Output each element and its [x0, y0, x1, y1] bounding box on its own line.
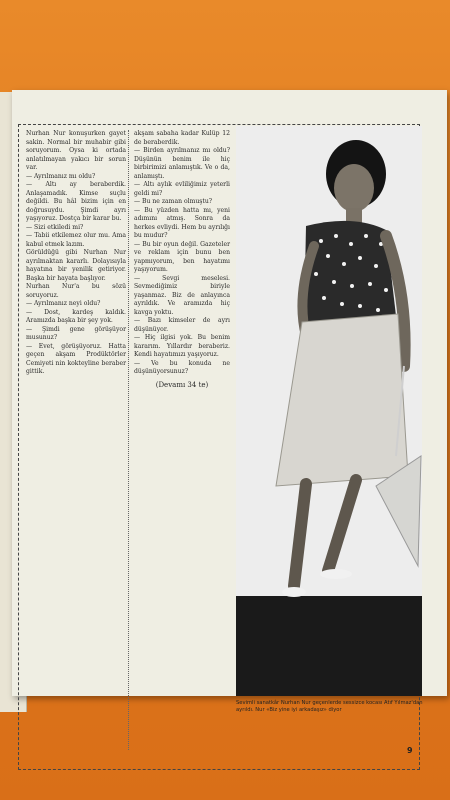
paragraph: Nurhan Nur'a bu sözü soruyoruz.	[26, 283, 126, 299]
paragraph: — Bu yüzden hatta mı, yeni adımını atmış. Sonra da herkes evliydi. Hem bu ayrılığı bu mudur?	[134, 206, 230, 239]
column-divider	[128, 130, 129, 750]
page-number: 9	[407, 746, 413, 755]
paragraph: — Bazı kimseler de ayrı düşünüyor.	[134, 317, 230, 333]
paragraph: — Dost, kardeş kaldık. Aramızda başka bir şey yok.	[26, 308, 126, 324]
paragraph: Nurhan Nur konuşurken gayet sakin. Normal bir muhabir gibi soruyorum. Oysa ki ortada anlatılmayan yakıcı bir sorun var.	[26, 130, 126, 171]
paragraph: akşam sabaha kadar Kulüp 12 de beraberdik.	[134, 130, 230, 146]
portrait-photo	[236, 126, 422, 696]
paragraph: — Hiç ilgisi yok. Bu benim kararım. Yıllardır beraberiz. Kendi hayatımızı yaşıyoruz.	[134, 334, 230, 358]
paragraph: — Bu bir oyun değil. Gazeteler ve reklam için bunu ben yapmıyorum, ben hayatımı yaşıyorum.	[134, 240, 230, 273]
paragraph: — Birden ayrılmanız mı oldu? Düşünün benim ile hiç birbirimizi anlamıştık. Ve o da, anlamıştı.	[134, 147, 230, 180]
paragraph: — Bu ne zaman olmuştu?	[134, 198, 213, 205]
photo-caption: Sevimli sanatkâr Nurhan Nur geçenlerde sessizce kocası Atıf Yılmaz'dan ayrıldı. Nur «Biz yine iyi arkadaşız» diyor	[236, 700, 423, 713]
paragraph: — Tabii etkilemez olur mu. Ama kabul etmek lazım.	[26, 232, 126, 248]
paragraph: — Evet, görüşüyoruz. Hatta geçen akşam Prodüktörler Cemiyeti nin kokteyline beraber gittik.	[26, 342, 126, 375]
paragraph: Görüldüğü gibi Nurhan Nur ayrılmaktan kararlı. Dolayısıyla hayatına bir yenilik getiriyor. Başka bir hayata başlıyor.	[26, 249, 126, 282]
paragraph: — Ayrılmanız mı oldu?	[26, 172, 96, 180]
article-column-2	[134, 130, 230, 389]
paragraph: — Ayrılmanız neyi oldu?	[26, 300, 101, 307]
paragraph: — Sizi etkiledi mi?	[26, 223, 84, 231]
continued-note: (Devamı 34 te)	[155, 380, 209, 389]
paragraph: — Sevgi meselesi. Sevmediğimiz biriyle yaşanmaz. Biz de anlayınca ayrıldık. Ve aramızda hiç kavga yoktu.	[134, 274, 230, 316]
paragraph: — Ve bu konuda ne düşünüyorsunuz?	[134, 359, 230, 375]
article-column-1	[26, 130, 126, 377]
paragraph: — Altı ay beraberdik. Anlaşamadık. Kimse suçlu değildi. Bu hâl bizim için en doğrusuydu. Şimdi ayrı yaşıyoruz. Dostça bir karar bu.	[26, 181, 126, 222]
paragraph: — Şimdi gene görüşüyor musunuz?	[26, 325, 126, 341]
paragraph: — Altı aylık evliliğimiz yeterli geldi mi?	[134, 181, 230, 197]
magazine-page	[12, 90, 447, 755]
